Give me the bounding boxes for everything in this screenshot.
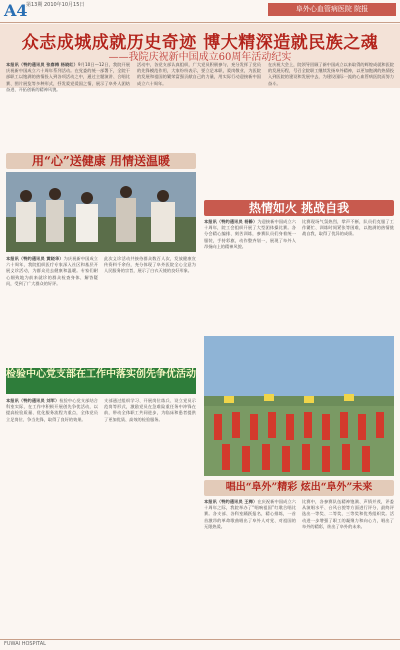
flag-section-title: 热情如火 挑战自我: [248, 201, 350, 215]
main-headline: 众志成城成就历史奇迹 博大精深造就民族之魂: [21, 33, 379, 53]
love-section-text-1: 为庆祝新中国成立六十周年，我院组织医疗专家深入社区和基层开展义诊活动，为群众送去健康和温暖。专家们耐心细致地为前来就诊的群众检查身体、解答疑问，受到了广大群众的好评。: [6, 256, 98, 286]
page-header: [0, 0, 400, 23]
top-article-text-1: 9月10日—12日，我院开展庆祝新中国成立六十周年系列活动。在党委的统一部署下，全院干部职工以饱满的热情投入到各项活动之中，通过主题演讲、合唱比赛、图片展览等多种形式，抒发爱党爱国之情，展示了阜外人团结奋进、开拓创新的精神风貌。: [6, 62, 130, 92]
flag-section-col-1: [204, 219, 296, 331]
flag-section-heading: [204, 200, 394, 216]
sing-section-title: 唱出“阜外”精彩 炫出“阜外”未来: [225, 482, 373, 493]
flag-section-photo: [204, 336, 394, 476]
sing-section-heading: [204, 480, 394, 496]
love-section-heading: [6, 153, 196, 169]
sing-section-text-1: 在庆祝新中国成立六十周年之际，我院举办了“唱响祖国”红歌合唱比赛。各支部、各科室踊跃报名，精心排练，一首首激昂的革命歌曲唱出了阜外人对党、对祖国的无限热爱。: [204, 499, 296, 529]
love-section-text-2: 此次义诊活动共接待群众数百人次，发放健康宣传资料千余份，充分体现了阜外医院全心全意为人民服务的宗旨，展示了白衣天使的良好形象。: [104, 256, 196, 274]
page-footer: [0, 639, 400, 650]
love-section-lead: 本报讯（特约通讯员 黄晓华）: [6, 256, 64, 261]
top-article-text-3: 在庆祝大会上，院领导回顾了新中国成立以来取得的辉煌成就和医院的发展历程，号召全院职工继续发扬阜外精神，以更加饱满的热情投入到医院的建设和发展中去，为建设国际一流的心血管病医院而努力奋斗。: [268, 62, 394, 86]
flag-section-lead: 本报讯（特约通讯员 杨静）: [204, 219, 258, 224]
sing-section-lead: 本报讯（特约通讯员 王梅）: [204, 499, 258, 504]
top-article-col-3: [268, 62, 394, 150]
love-section-col-2: [104, 256, 196, 364]
page-number: A4: [4, 1, 28, 20]
top-article-col-1: [6, 62, 130, 150]
issue-info: 第13期 2010年10月15日: [26, 2, 85, 8]
footer-text: FUWAI HOSPITAL: [4, 641, 46, 647]
love-section-photo: [6, 172, 196, 252]
check-section-heading: [6, 368, 196, 394]
section-label: 阜外心血管病医院 院报: [268, 3, 396, 16]
check-section-col-1: [6, 398, 98, 634]
check-section-text-2: 支部通过组织学习、开展岗位练兵、设立党员示范岗等形式，激励党员在急难险重任务中冲锋在前，带动全体职工共同进步，为临床和患者提供了更加优质、高效的检验服务。: [104, 398, 196, 422]
check-section-lead: 本报讯（特约通讯员 刘军）: [6, 398, 60, 403]
top-article-lead: 本报讯（特约通讯员 张春梅 杨晓红）: [6, 62, 78, 67]
sing-section-col-1: [204, 499, 296, 633]
check-section-col-2: [104, 398, 196, 634]
sing-section-text-2: 比赛中，各参赛队伍精神饱满、声情并茂，评委从演唱水平、台风台貌等方面进行评分，最终评选出一等奖、二等奖、三等奖和优秀组织奖。活动进一步增强了职工的凝聚力和向心力，唱出了阜外的精彩，炫出了阜外的未来。: [302, 499, 394, 529]
love-section-title: 用“心”送健康 用情送温暖: [32, 154, 170, 168]
sub-headline: ——我院庆祝新中国成立60周年活动纪实: [108, 52, 292, 63]
check-section-title: 检验中心党支部在工作中落实创先争优活动: [6, 369, 196, 380]
flag-section-text-2: 比赛现场气氛热烈，掌声不断，队员们克服了工作繁忙、训练时间紧张等困难，以饱满的热情挑战自我，取得了优异的成绩。: [302, 219, 394, 237]
top-article-col-2: [137, 62, 261, 150]
love-section-col-1: [6, 256, 98, 364]
top-article-text-2: 活动中，各党支部认真组织，广大党员积极参与，充分发挥了党员的先锋模范作用，大家纷纷表示，要立足本职，爱岗敬业，为医院的发展和祖国的繁荣富强贡献自己的力量，用实际行动迎接新中国成立六十周年。: [137, 62, 261, 86]
sing-section-col-2: [302, 499, 394, 633]
flag-section-text-1: 为迎接新中国成立六十周年，院工会组织开展了大型团体操比赛。各分会精心编排、刻苦训练，参赛队员们身着统一服装，手持彩旗，动作整齐划一，展现了阜外人昂扬向上的精神风貌。: [204, 219, 296, 249]
flag-section-col-2: [302, 219, 394, 331]
check-section-text-1: 检验中心党支部结合科室实际，在工作中积极开展创先争优活动，以提高检验质量、优化服务流程为重点，全体党员立足岗位、争当先锋，取得了良好的效果。: [6, 398, 98, 422]
